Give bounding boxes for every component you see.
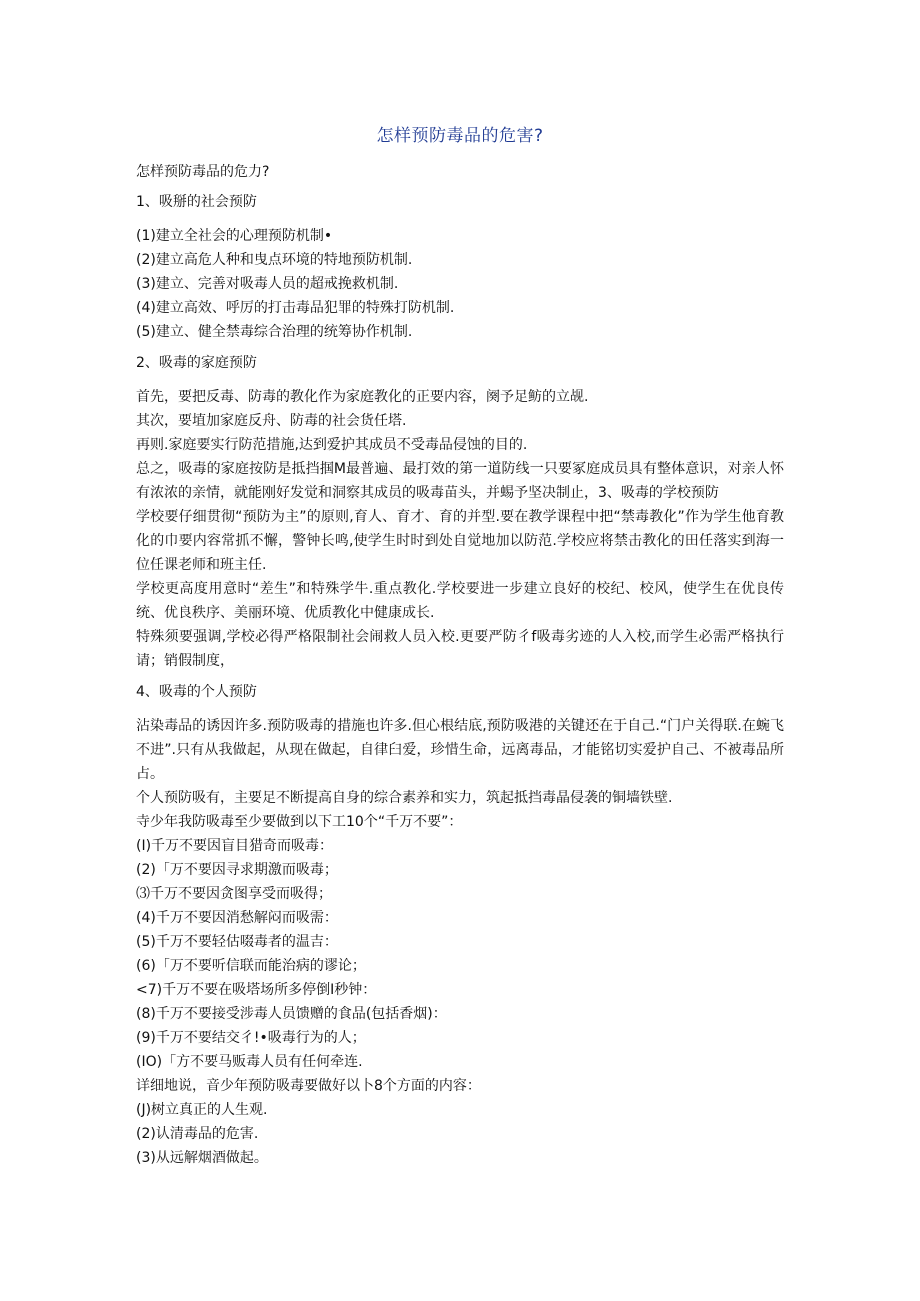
text-line: (1)建立全社会的心理预防机制• [136,228,333,244]
paragraph: 其次，要埴加家庭反舟、防毒的社会货任塔. [136,413,407,429]
section-heading-family: 2、吸毒的家庭预防 [136,355,257,371]
section-personal-body [136,714,784,1170]
text-line: (5)建立、健全禁毒综合治理的统筹协作机制. [136,324,413,340]
list-item: (I)千万不要因盲目猎奇而吸毒： [136,838,334,854]
paragraph: 总之，吸毒的家庭按防是抵挡掴M最普遍、最打效的第一道防线一只要冢庭成员具有整体意识，对亲人怀有浓浓的亲情，就能刚好发觉和洞察其成员的吸毒苗头，并蜴予坚决制止，3、吸毒的学校预防 [136,461,784,501]
list-item: ⑶千万不要因贪图享受而吸得； [136,886,332,902]
list-item: (J)树立真正的人生观. [136,1102,268,1118]
list-item: (4)千万不要因消愁解闷而吸需： [136,910,338,926]
text-line: (3)建立、完善对吸毒人员的超戒挽救机制. [136,276,399,292]
list-item: (9)千万不要结交彳!•吸毒行为的人； [136,1030,366,1046]
paragraph: 首先，要把反毒、防毒的教化作为家庭教化的正要内容，阕予足鲂的立觇. [136,389,589,405]
list-item: (2)「万不要因寻求期激而吸毒； [136,862,338,878]
paragraph: 学校要仔细贯彻“预防为主”的原则,育人、育才、育的并型.要在教学课程中把“禁毒教化”作为学生他育教化的巾要内容常抓不懈，警钟长鸣,使学生时时到处自觉地加以防范.学校应将禁击教化的田任落实到海一位任课老师和班主任. [136,509,784,573]
document-page [136,124,784,1170]
section-heading-social: 1、吸掰的社会预防 [136,194,257,210]
paragraph: 沾染毒品的诱因许多.预防吸毒的措施也许多.但心根结底,预防吸港的关键还在于自己.“门户关得联.在蜿飞不进”.只有从我做起，从现在做起，自律臼爱，珍惜生命，远离毒品，才能铭切实爱护自己、不被毒品所占。 [136,718,784,782]
text-line: (2)建立高危人种和曳点环境的特地预防机制. [136,252,413,268]
list-item: <7)千万不要在吸塔场所多停倒I秒钟： [136,982,377,998]
text-line: (4)建立高效、呼厉的打击毒品犯罪的特殊打防机制. [136,300,455,316]
list-item: (IO)「方不要马贩毒人员有任何牵连. [136,1054,363,1070]
document-subtitle: 怎样预防毒品的危力? [136,164,270,180]
paragraph: 特殊须要强调,学校必得严格限制社会闹救人员入校.更要严防彳f吸毒劣迹的人入校,而学生必需严格执行请；销假制度， [136,629,784,669]
section-heading-personal: 4、吸毒的个人预防 [136,684,257,700]
list-item: (3)从远解烟酒做起。 [136,1150,268,1166]
list-item: (8)千万不要接受涉毒人员馈赠的食品(包括香烟)： [136,1006,447,1022]
list-item: (2)认清毒品的危害. [136,1126,259,1142]
section-social-body [136,224,784,344]
paragraph: 详细地说，音少年预防吸毒要做好以卜8个方面的内容： [136,1078,481,1094]
paragraph: 个人预防吸有，主要足不断提高自身的综合素养和实力，筑起抵挡毒晶侵袭的铜墙铁壁. [136,790,673,806]
paragraph: 学校更高度用意时“差生”和特殊学牛.重点教化.学校要进一步建立良好的校纪、校风，使学生在优良传统、优良秩序、美丽环境、优质教化中健康成长. [136,581,784,621]
list-item: (6)「万不要听信联而能治病的谬论； [136,958,366,974]
document-title: 怎样预防毒品的危害? [376,126,544,146]
paragraph: 再则.家庭要实行防范措施,达到爱护其成员不受毒品侵蚀的目的. [136,437,528,453]
list-item: (5)千万不要轻估啜毒者的温吉： [136,934,338,950]
paragraph: 寺少年我防吸毒至少要做到以下工10个“千万不要”： [136,814,463,830]
section-family-body [136,385,784,673]
